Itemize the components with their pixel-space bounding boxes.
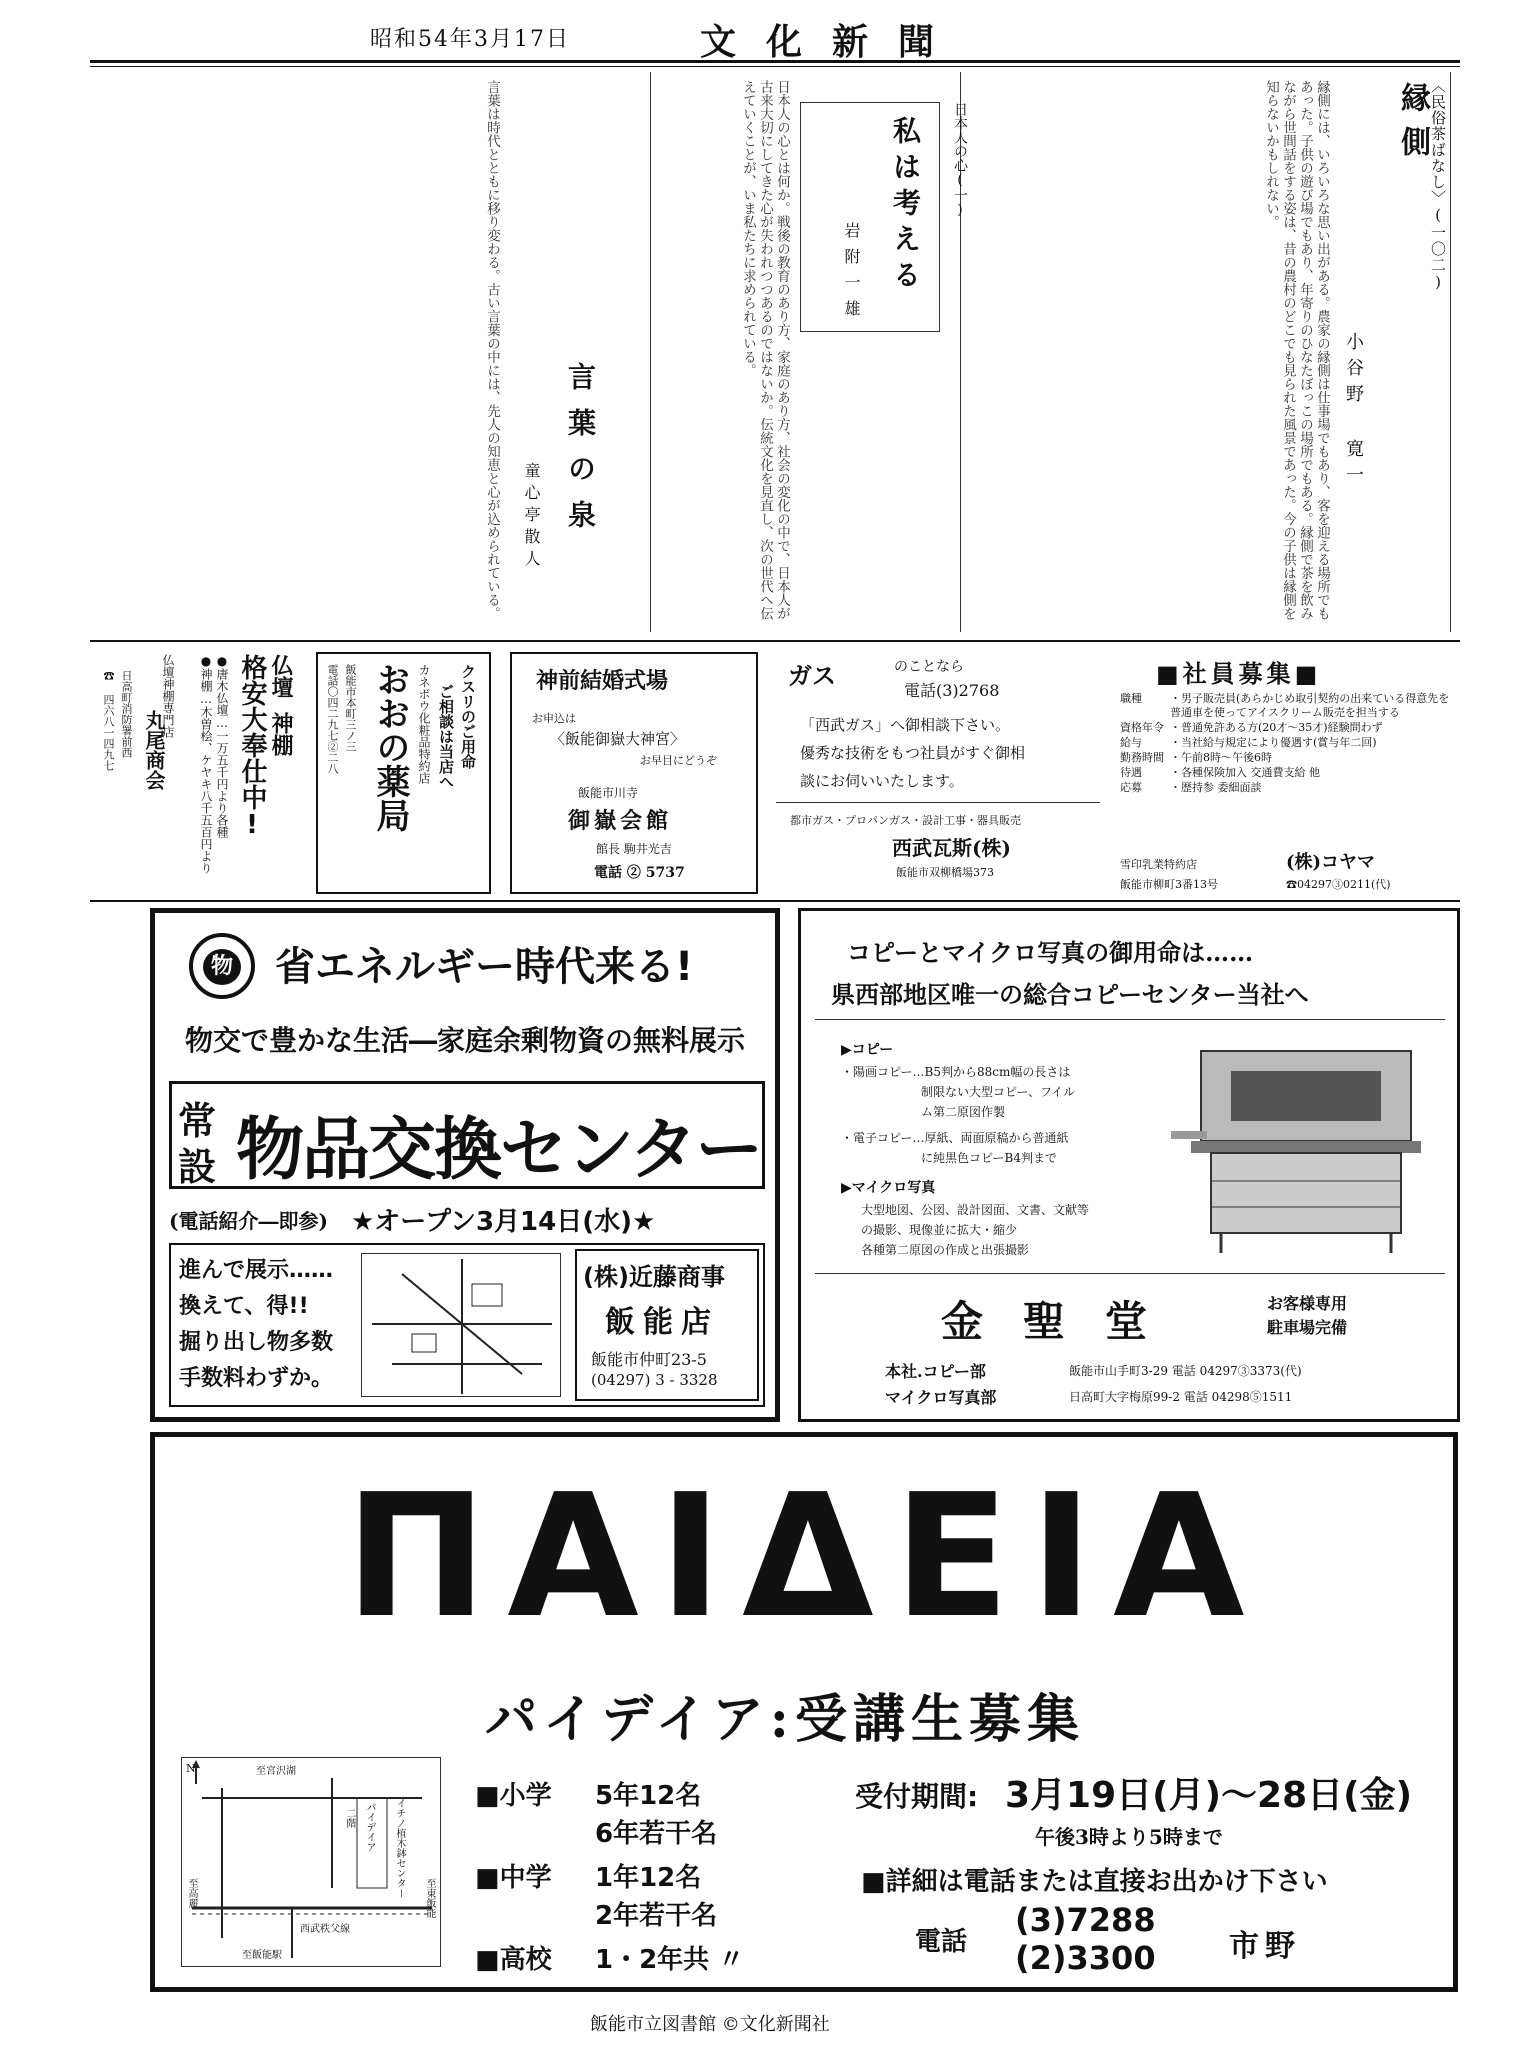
gas-line3: 談にお伺いいたします。: [800, 772, 964, 790]
engawa-author: 小谷野 寛一: [1343, 332, 1364, 491]
paideia-classes: [475, 1777, 795, 1979]
paideia-headline: パイデイア:受講生募集: [485, 1689, 1085, 1750]
wedding-apply: 〈飯能御嶽大神宮〉: [550, 730, 686, 748]
kokan-tag1: 常: [178, 1099, 217, 1143]
pharmacy-line3: カネボウ化粧品特約店: [417, 664, 431, 784]
recruit-row: [1120, 692, 1456, 720]
recruit-tel: ☎04297③0211(代): [1286, 878, 1391, 891]
copy-office2: マイクロ写真部: [885, 1388, 997, 1407]
copy-sec1: ▶コピー: [841, 1042, 894, 1058]
watashi-body: 日本人の心とは何か。戦後の教育のあり方、家庭のあり方、社会の変化の中で、日本人が古来大切にしてきた心が失われつつあるのではないか。伝統文化を見直し、次の世代へ伝えていくことが、いま私たちに求められている。: [740, 80, 790, 620]
gas-company: 西武瓦斯(株): [892, 836, 1011, 860]
copy-item2b: に純黒色コピーB4判まで: [921, 1151, 1057, 1165]
copy-machine-drawing: [1161, 1031, 1451, 1261]
paideia-map-left: 至高麗: [186, 1878, 197, 1908]
kokan-map-drawing: [362, 1254, 560, 1396]
watashi-author: 岩附一雄: [842, 222, 861, 326]
copy-item1a: ・陽画コピー…B5判から88cm幅の長さは: [841, 1065, 1071, 1079]
copy-headline1: コピーとマイクロ写真の御用命は……: [847, 938, 1254, 967]
recruit-value: ・歴持参 委細面談: [1170, 781, 1262, 794]
header-rule: [90, 60, 1460, 63]
watashi-subtitle: 日本人の心(一): [952, 102, 968, 218]
butsudan-shop-kind: 仏壇神棚専門店: [161, 654, 175, 738]
ad-paideia: [150, 1432, 1458, 1992]
copy-item2a: ・電子コピー…厚紙、両面原稿から普通紙: [841, 1131, 1069, 1145]
wedding-apply-label: お申込は: [532, 712, 576, 725]
paideia-map-rail: 西武秩父線: [300, 1924, 350, 1935]
paideia-level: [475, 1897, 595, 1935]
kokan-open: ★オープン3月14日(水)★: [351, 1207, 656, 1237]
paideia-detail: 5年12名: [595, 1781, 702, 1811]
recruit-value: ・男子販売員(あらかじめ取引契約の出来ている得意先を普通車を使ってアイスクリーム販売を担当する: [1170, 692, 1450, 719]
kokan-shop-box: [575, 1249, 759, 1401]
butsudan-shop-col: [140, 650, 180, 900]
paideia-class-row: [475, 1941, 795, 1979]
paideia-detail: 6年若干名: [595, 1819, 718, 1849]
kokan-pitch3: 掘り出し物多数: [179, 1330, 334, 1355]
kokan-pitch1: 進んで展示……: [179, 1258, 334, 1283]
paideia-contact: 市野: [1229, 1929, 1301, 1964]
copy-item1b: 制限ない大型コピー、フイル: [921, 1085, 1075, 1099]
copy-headline2: 県西部地区唯一の総合コピーセンター当社へ: [831, 980, 1309, 1009]
kokan-tag2: 設: [178, 1145, 217, 1189]
copy-parking2: 駐車場完備: [1267, 1318, 1348, 1337]
paideia-map-bottom: 至飯能駅: [242, 1950, 282, 1961]
kokan-pitch4: 手数料わずか。: [179, 1366, 334, 1391]
paideia-period-label: 受付期間:: [855, 1780, 979, 1813]
ad-wedding: [510, 652, 758, 894]
recruit-label: 勤務時間: [1120, 751, 1164, 764]
recruit-agent: 雪印乳業特約店: [1120, 858, 1197, 871]
gas-address: 飯能市双柳橋場373: [896, 866, 994, 879]
kokan-intro: (電話紹介―即参): [169, 1209, 328, 1233]
recruit-label: 給与: [1120, 736, 1142, 749]
paideia-logo: ΠΑΙΔΕΙΑ: [345, 1458, 1265, 1656]
section-rule: [90, 640, 1460, 642]
kokan-headline: 省エネルギー時代来る!: [275, 944, 694, 990]
engawa-series: 〈民俗茶ばなし〉(一〇二): [1429, 78, 1447, 292]
kokan-bottom-box: [169, 1243, 765, 1407]
section-rule: [90, 900, 1460, 902]
recruit-label: 応募: [1120, 781, 1142, 794]
pharmacy-line2: ご相談は当店へ: [437, 684, 455, 789]
gas-title-note: のことなら: [894, 659, 964, 675]
paideia-hours: 午後3時より5時まで: [1035, 1825, 1223, 1849]
paideia-map: [181, 1757, 441, 1967]
butsudan-line2: ●神棚…木曽桧、ケヤキ八千五百円より: [199, 654, 213, 874]
pharmacy-address: 飯能市本町三ノ三: [344, 664, 357, 752]
recruit-label: 待遇: [1120, 766, 1142, 779]
copy-office1-addr: 飯能市山手町3-29 電話 04297③3373(代): [1069, 1364, 1302, 1378]
kotoba-author: 童心亭散人: [522, 462, 541, 572]
engawa-body: 縁側には、いろいろな思い出がある。農家の縁側は仕事場でもあり、客を迎える場所でもあった。子供の遊び場でもあり、年寄りのひなたぼっこの場所でもある。縁側で茶を飲みながら世間話をする姿は、昔の農村のどこでも見られた風景であった。今の子供は縁側を知らないかもしれない。: [1263, 80, 1330, 620]
recruit-value: ・普通免許ある方(20才〜35才)経験問わず: [1170, 721, 1383, 734]
wedding-tel: 電話 ② 5737: [594, 865, 685, 881]
recruit-row: [1120, 781, 1456, 795]
issue-date: 昭和54年3月17日: [370, 27, 570, 52]
gas-line2: 優秀な技術をもつ社員がすぐ御相: [800, 744, 1026, 762]
butsudan-title2: 神棚: [268, 712, 294, 756]
recruit-row: [1120, 721, 1456, 735]
paideia-map-top: 至宮沢湖: [256, 1766, 296, 1777]
column-rule: [650, 72, 651, 632]
recruit-value: ・当社給与規定により優遇す(賞与年二回): [1170, 736, 1377, 749]
kokan-shop1: (株)近藤商事: [583, 1263, 725, 1291]
paideia-map-right2: パイデイア: [364, 1802, 375, 1852]
recruit-row: [1120, 751, 1456, 765]
kokan-address: 飯能市仲町23-5: [591, 1350, 707, 1369]
paideia-tel2: (2)3300: [1015, 1939, 1156, 1977]
kokan-sub: 物交で豊かな生活―家庭余剰物資の無料展示: [185, 1024, 746, 1057]
butsudan-line1: ●唐木仏壇…一万五千円より各種: [215, 654, 229, 838]
kokan-name-box: [169, 1081, 765, 1189]
recruit-address: 飯能市柳町3番13号: [1120, 878, 1218, 891]
butsudan-contact-col: [96, 650, 140, 900]
copy-parking1: お客様専用: [1267, 1294, 1348, 1313]
ad-recruit: [1116, 652, 1460, 894]
copy-item3a: 大型地図、公図、設計図面、文書、文献等: [861, 1203, 1090, 1217]
recruit-value: ・各種保険加入 交通費支給 他: [1170, 766, 1320, 779]
gas-line1: 「西武ガス」へ御相談下さい。: [800, 716, 1011, 734]
copy-machine-photo: [1161, 1031, 1451, 1261]
paideia-map-north: N: [186, 1762, 196, 1775]
butsudan-catch: 格安大奉仕中!: [237, 654, 267, 840]
recruit-label: 資格年令: [1120, 721, 1164, 734]
wedding-title: 神前結婚式場: [536, 669, 669, 694]
paideia-level: ■中学: [475, 1863, 552, 1893]
copy-rule: [815, 1273, 1445, 1274]
copy-rule: [815, 1019, 1445, 1020]
newspaper-title: 文化新聞: [700, 21, 965, 63]
copy-item1c: ム第二原図作製: [921, 1105, 1006, 1119]
recruit-row: [1120, 736, 1456, 750]
recruit-company: (株)コヤマ: [1286, 852, 1376, 873]
copy-office1: 本社.コピー部: [885, 1362, 986, 1381]
paideia-class-row: [475, 1777, 795, 1815]
paideia-map-right1: イチノ植木鉢センター: [394, 1798, 405, 1898]
paideia-map-right3: 二階: [344, 1808, 355, 1828]
ad-copy-center: [798, 908, 1460, 1422]
wedding-apply-note: お早目にどうぞ: [640, 754, 717, 767]
paideia-detail: 2年若干名: [595, 1901, 718, 1931]
recruit-rows: [1120, 692, 1456, 796]
header-rule-thin: [90, 66, 1460, 67]
article-area: [90, 72, 1460, 632]
paideia-class-row: [475, 1815, 795, 1853]
kokan-tel: (04297) 3 - 3328: [591, 1371, 718, 1389]
pharmacy-line1: クスリのご用命: [459, 664, 477, 769]
kotoba-title: 言葉の泉: [564, 362, 597, 546]
recruit-label: 職種: [1120, 692, 1142, 705]
gas-services: 都市ガス・プロパンガス・設計工事・器具販売: [790, 814, 1021, 827]
kokan-badge: 物: [203, 949, 241, 985]
gas-tel: 電話(3)2768: [904, 681, 1000, 700]
gas-rule: [776, 802, 1100, 803]
ad-gas: [776, 652, 1100, 894]
watashi-title: 私は考える: [889, 116, 922, 296]
paideia-tel-label: 電話: [915, 1927, 968, 1957]
kokan-map: [361, 1253, 561, 1397]
wedding-manager: 館長 駒井光吉: [596, 842, 672, 856]
gas-title: ガス: [788, 662, 836, 690]
paideia-tel1: (3)7288: [1015, 1901, 1156, 1939]
wedding-hall: 御嶽会館: [568, 808, 673, 834]
paideia-level: ■小学: [475, 1781, 552, 1811]
paideia-inquiry: ■詳細は電話または直接お出かけ下さい: [861, 1867, 1328, 1897]
engawa-title: 縁側: [1395, 82, 1430, 170]
copy-office2-addr: 日高町大字梅原99-2 電話 04298⑤1511: [1069, 1390, 1293, 1404]
copy-sec2: ▶マイクロ写真: [841, 1180, 936, 1196]
kokan-shop2: 飯能店: [605, 1305, 719, 1340]
paideia-detail: 1年12名: [595, 1863, 702, 1893]
copy-company: 金聖堂: [941, 1297, 1188, 1346]
wedding-place: 飯能市川寺: [578, 786, 639, 800]
paideia-map-far-right: 至東飯能: [424, 1878, 435, 1918]
butsudan-address: 日高町消防署前西: [120, 670, 133, 758]
ad-kokan-center: [150, 908, 780, 1422]
copy-item3c: 各種第二原図の作成と出張撮影: [861, 1243, 1030, 1257]
pharmacy-name: おおの薬局: [370, 662, 410, 832]
copy-item3b: の撮影、現像並に拡大・縮少: [861, 1223, 1018, 1237]
paideia-level: [475, 1815, 595, 1853]
paideia-detail: 1・2年共 〃: [595, 1945, 745, 1975]
kokan-pitch2: 換えて、得!!: [179, 1294, 309, 1319]
ad-butsudan: [180, 650, 300, 900]
pharmacy-tel: 電話〇四二九七②二八: [326, 664, 339, 774]
paideia-class-row: [475, 1859, 795, 1897]
kokan-name: 物品交換センター: [236, 1111, 762, 1190]
butsudan-tel: ☎ 四六八一四九七: [102, 670, 115, 771]
kotoba-body: 言葉は時代とともに移り変わる。古い言葉の中には、先人の知恵と心が込められている。: [484, 80, 500, 620]
butsudan-shop: 丸尾商会: [142, 710, 166, 790]
ad-pharmacy: [316, 652, 491, 894]
paideia-period: 3月19日(月)〜28日(金): [1005, 1775, 1413, 1816]
paideia-level: ■高校: [475, 1945, 552, 1975]
recruit-row: [1120, 766, 1456, 780]
footer-credit: 飯能市立図書館 ©文化新聞社: [590, 2014, 830, 2035]
butsudan-title1: 仏壇: [268, 654, 294, 698]
column-rule: [1450, 72, 1451, 632]
recruit-value: ・午前8時〜午後6時: [1170, 751, 1272, 764]
paideia-class-row: [475, 1897, 795, 1935]
recruit-title: ■社員募集■: [1156, 660, 1322, 688]
